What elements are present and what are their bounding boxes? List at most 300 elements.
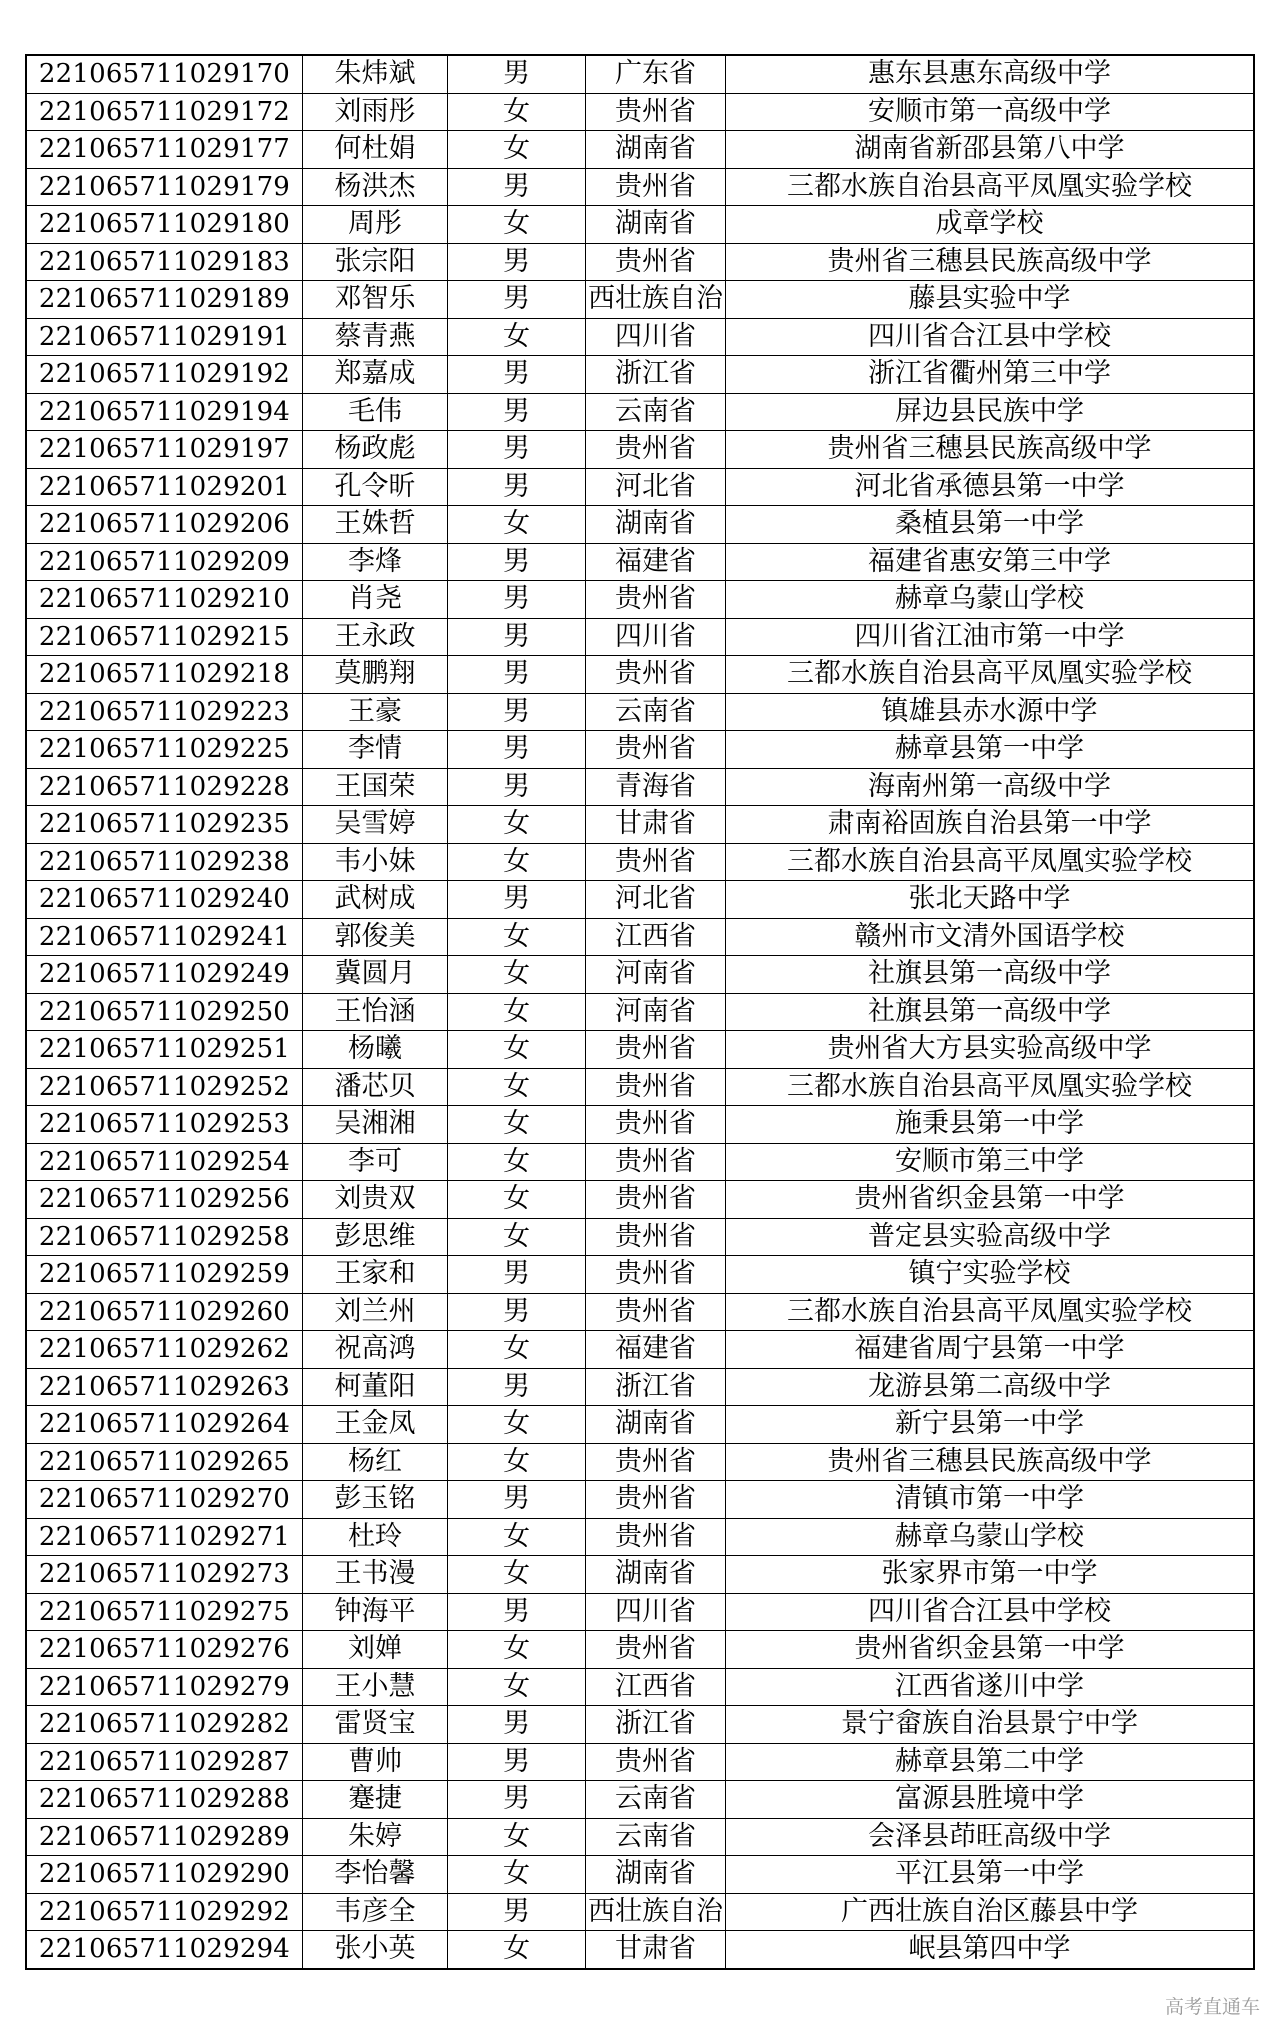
student-name-cell: 王永政 [303, 618, 448, 656]
table-row [26, 1556, 1254, 1594]
province-cell: 贵州省 [586, 843, 726, 881]
province-cell: 江西省 [586, 918, 726, 956]
gender-cell: 男 [448, 393, 586, 431]
gender-cell: 女 [448, 1668, 586, 1706]
watermark-text: 高考直通车 [1164, 1996, 1260, 2018]
school-cell: 贵州省三穗县民族高级中学 [726, 1443, 1255, 1481]
province-cell: 河南省 [586, 956, 726, 994]
gender-cell: 男 [448, 1706, 586, 1744]
student-name-cell: 张小英 [303, 1931, 448, 1969]
school-cell: 海南州第一高级中学 [726, 768, 1255, 806]
gender-cell: 女 [448, 1031, 586, 1069]
candidate-id-cell: 221065711029292 [26, 1893, 303, 1931]
gender-cell: 男 [448, 1368, 586, 1406]
student-name-cell: 李怡馨 [303, 1856, 448, 1894]
province-cell: 湖南省 [586, 1856, 726, 1894]
province-cell: 四川省 [586, 618, 726, 656]
table-row [26, 1781, 1254, 1819]
province-cell: 湖南省 [586, 1556, 726, 1594]
candidate-id-cell: 221065711029270 [26, 1481, 303, 1519]
student-name-cell: 邓智乐 [303, 281, 448, 319]
school-cell: 肃南裕固族自治县第一中学 [726, 806, 1255, 844]
student-name-cell: 王小慧 [303, 1668, 448, 1706]
table-row [26, 1068, 1254, 1106]
school-cell: 会泽县茚旺高级中学 [726, 1818, 1255, 1856]
student-name-cell: 杨红 [303, 1443, 448, 1481]
table-row [26, 1406, 1254, 1444]
province-cell: 贵州省 [586, 1443, 726, 1481]
school-cell: 富源县胜境中学 [726, 1781, 1255, 1819]
table-row [26, 243, 1254, 281]
candidate-id-cell: 221065711029259 [26, 1256, 303, 1294]
table-row [26, 806, 1254, 844]
table-row [26, 318, 1254, 356]
school-cell: 镇宁实验学校 [726, 1256, 1255, 1294]
school-cell: 张北天路中学 [726, 881, 1255, 919]
candidate-id-cell: 221065711029172 [26, 93, 303, 131]
province-cell: 西壮族自治 [586, 1893, 726, 1931]
gender-cell: 男 [448, 618, 586, 656]
gender-cell: 女 [448, 1068, 586, 1106]
province-cell: 湖南省 [586, 131, 726, 169]
gender-cell: 男 [448, 1256, 586, 1294]
student-name-cell: 杜玲 [303, 1518, 448, 1556]
table-row [26, 1256, 1254, 1294]
student-name-cell: 吴雪婷 [303, 806, 448, 844]
province-cell: 贵州省 [586, 656, 726, 694]
school-cell: 贵州省织金县第一中学 [726, 1631, 1255, 1669]
province-cell: 贵州省 [586, 1256, 726, 1294]
candidate-id-cell: 221065711029189 [26, 281, 303, 319]
school-cell: 四川省合江县中学校 [726, 1593, 1255, 1631]
gender-cell: 男 [448, 693, 586, 731]
table-row [26, 1818, 1254, 1856]
school-cell: 四川省合江县中学校 [726, 318, 1255, 356]
province-cell: 贵州省 [586, 1068, 726, 1106]
student-name-cell: 曹帅 [303, 1743, 448, 1781]
student-name-cell: 李情 [303, 731, 448, 769]
gender-cell: 男 [448, 356, 586, 394]
student-name-cell: 刘兰州 [303, 1293, 448, 1331]
student-name-cell: 孔令昕 [303, 468, 448, 506]
candidate-id-cell: 221065711029252 [26, 1068, 303, 1106]
gender-cell: 男 [448, 1743, 586, 1781]
gender-cell: 男 [448, 468, 586, 506]
table-row [26, 1856, 1254, 1894]
school-cell: 施秉县第一中学 [726, 1106, 1255, 1144]
table-row [26, 1593, 1254, 1631]
province-cell: 福建省 [586, 543, 726, 581]
school-cell: 平江县第一中学 [726, 1856, 1255, 1894]
school-cell: 景宁畲族自治县景宁中学 [726, 1706, 1255, 1744]
province-cell: 贵州省 [586, 1743, 726, 1781]
table-row [26, 656, 1254, 694]
table-row [26, 1631, 1254, 1669]
gender-cell: 女 [448, 206, 586, 244]
province-cell: 江西省 [586, 1668, 726, 1706]
gender-cell: 女 [448, 1443, 586, 1481]
table-row [26, 1893, 1254, 1931]
province-cell: 河北省 [586, 468, 726, 506]
candidate-id-cell: 221065711029225 [26, 731, 303, 769]
candidate-id-cell: 221065711029276 [26, 1631, 303, 1669]
candidate-id-cell: 221065711029263 [26, 1368, 303, 1406]
candidate-id-cell: 221065711029265 [26, 1443, 303, 1481]
school-cell: 赣州市文清外国语学校 [726, 918, 1255, 956]
school-cell: 新宁县第一中学 [726, 1406, 1255, 1444]
student-name-cell: 雷贤宝 [303, 1706, 448, 1744]
student-name-cell: 张宗阳 [303, 243, 448, 281]
student-name-cell: 周彤 [303, 206, 448, 244]
table-row [26, 1368, 1254, 1406]
candidate-id-cell: 221065711029215 [26, 618, 303, 656]
table-row [26, 281, 1254, 319]
gender-cell: 男 [448, 1481, 586, 1519]
gender-cell: 女 [448, 1518, 586, 1556]
gender-cell: 男 [448, 243, 586, 281]
province-cell: 湖南省 [586, 506, 726, 544]
student-name-cell: 王怡涵 [303, 993, 448, 1031]
student-name-cell: 韦彦全 [303, 1893, 448, 1931]
table-row [26, 918, 1254, 956]
student-name-cell: 潘芯贝 [303, 1068, 448, 1106]
student-name-cell: 王姝哲 [303, 506, 448, 544]
table-row [26, 1443, 1254, 1481]
candidate-id-cell: 221065711029279 [26, 1668, 303, 1706]
school-cell: 赫章乌蒙山学校 [726, 1518, 1255, 1556]
student-name-cell: 李烽 [303, 543, 448, 581]
gender-cell: 男 [448, 1593, 586, 1631]
candidate-id-cell: 221065711029192 [26, 356, 303, 394]
student-name-cell: 何杜娟 [303, 131, 448, 169]
school-cell: 龙游县第二高级中学 [726, 1368, 1255, 1406]
table-row [26, 1518, 1254, 1556]
candidate-id-cell: 221065711029201 [26, 468, 303, 506]
student-name-cell: 刘贵双 [303, 1181, 448, 1219]
student-name-cell: 吴湘湘 [303, 1106, 448, 1144]
gender-cell: 男 [448, 656, 586, 694]
province-cell: 贵州省 [586, 431, 726, 469]
table-row [26, 1331, 1254, 1369]
candidate-id-cell: 221065711029253 [26, 1106, 303, 1144]
table-row [26, 55, 1254, 93]
school-cell: 社旗县第一高级中学 [726, 956, 1255, 994]
student-name-cell: 柯董阳 [303, 1368, 448, 1406]
student-name-cell: 武树成 [303, 881, 448, 919]
candidate-id-cell: 221065711029250 [26, 993, 303, 1031]
candidate-id-cell: 221065711029290 [26, 1856, 303, 1894]
student-name-cell: 杨洪杰 [303, 168, 448, 206]
gender-cell: 女 [448, 806, 586, 844]
school-cell: 普定县实验高级中学 [726, 1218, 1255, 1256]
table-row [26, 956, 1254, 994]
gender-cell: 女 [448, 1818, 586, 1856]
school-cell: 贵州省三穗县民族高级中学 [726, 243, 1255, 281]
province-cell: 广东省 [586, 55, 726, 93]
admission-list-table [25, 54, 1255, 1970]
candidate-id-cell: 221065711029275 [26, 1593, 303, 1631]
candidate-id-cell: 221065711029180 [26, 206, 303, 244]
table-row [26, 1931, 1254, 1969]
school-cell: 三都水族自治县高平凤凰实验学校 [726, 843, 1255, 881]
student-name-cell: 王书漫 [303, 1556, 448, 1594]
student-name-cell: 王家和 [303, 1256, 448, 1294]
table-row [26, 168, 1254, 206]
school-cell: 惠东县惠东高级中学 [726, 55, 1255, 93]
table-row [26, 993, 1254, 1031]
candidate-id-cell: 221065711029194 [26, 393, 303, 431]
candidate-id-cell: 221065711029249 [26, 956, 303, 994]
candidate-id-cell: 221065711029294 [26, 1931, 303, 1969]
province-cell: 贵州省 [586, 1143, 726, 1181]
candidate-id-cell: 221065711029262 [26, 1331, 303, 1369]
gender-cell: 女 [448, 1856, 586, 1894]
student-name-cell: 朱婷 [303, 1818, 448, 1856]
student-name-cell: 钟海平 [303, 1593, 448, 1631]
student-name-cell: 韦小妹 [303, 843, 448, 881]
student-name-cell: 肖尧 [303, 581, 448, 619]
school-cell: 贵州省三穗县民族高级中学 [726, 431, 1255, 469]
student-name-cell: 王金凤 [303, 1406, 448, 1444]
gender-cell: 女 [448, 1218, 586, 1256]
gender-cell: 女 [448, 1106, 586, 1144]
gender-cell: 男 [448, 55, 586, 93]
candidate-id-cell: 221065711029177 [26, 131, 303, 169]
province-cell: 浙江省 [586, 356, 726, 394]
school-cell: 福建省惠安第三中学 [726, 543, 1255, 581]
school-cell: 河北省承德县第一中学 [726, 468, 1255, 506]
student-name-cell: 王豪 [303, 693, 448, 731]
candidate-id-cell: 221065711029288 [26, 1781, 303, 1819]
gender-cell: 女 [448, 93, 586, 131]
candidate-id-cell: 221065711029287 [26, 1743, 303, 1781]
gender-cell: 男 [448, 881, 586, 919]
province-cell: 贵州省 [586, 1631, 726, 1669]
table-row [26, 693, 1254, 731]
school-cell: 岷县第四中学 [726, 1931, 1255, 1969]
school-cell: 赫章县第一中学 [726, 731, 1255, 769]
gender-cell: 女 [448, 506, 586, 544]
province-cell: 河南省 [586, 993, 726, 1031]
school-cell: 三都水族自治县高平凤凰实验学校 [726, 1068, 1255, 1106]
province-cell: 甘肃省 [586, 1931, 726, 1969]
province-cell: 四川省 [586, 1593, 726, 1631]
gender-cell: 男 [448, 731, 586, 769]
school-cell: 湖南省新邵县第八中学 [726, 131, 1255, 169]
candidate-id-cell: 221065711029260 [26, 1293, 303, 1331]
school-cell: 社旗县第一高级中学 [726, 993, 1255, 1031]
gender-cell: 男 [448, 768, 586, 806]
student-name-cell: 毛伟 [303, 393, 448, 431]
province-cell: 贵州省 [586, 1031, 726, 1069]
school-cell: 广西壮族自治区藤县中学 [726, 1893, 1255, 1931]
school-cell: 四川省江油市第一中学 [726, 618, 1255, 656]
school-cell: 贵州省织金县第一中学 [726, 1181, 1255, 1219]
province-cell: 湖南省 [586, 206, 726, 244]
table-row [26, 1706, 1254, 1744]
school-cell: 屏边县民族中学 [726, 393, 1255, 431]
gender-cell: 女 [448, 1931, 586, 1969]
province-cell: 云南省 [586, 1781, 726, 1819]
province-cell: 四川省 [586, 318, 726, 356]
school-cell: 张家界市第一中学 [726, 1556, 1255, 1594]
candidate-id-cell: 221065711029209 [26, 543, 303, 581]
candidate-id-cell: 221065711029254 [26, 1143, 303, 1181]
school-cell: 浙江省衢州第三中学 [726, 356, 1255, 394]
student-name-cell: 冀圆月 [303, 956, 448, 994]
candidate-id-cell: 221065711029241 [26, 918, 303, 956]
school-cell: 藤县实验中学 [726, 281, 1255, 319]
province-cell: 贵州省 [586, 1293, 726, 1331]
candidate-id-cell: 221065711029179 [26, 168, 303, 206]
province-cell: 贵州省 [586, 1218, 726, 1256]
province-cell: 贵州省 [586, 168, 726, 206]
province-cell: 浙江省 [586, 1706, 726, 1744]
student-name-cell: 郭俊美 [303, 918, 448, 956]
province-cell: 贵州省 [586, 243, 726, 281]
candidate-id-cell: 221065711029197 [26, 431, 303, 469]
gender-cell: 女 [448, 1631, 586, 1669]
school-cell: 江西省遂川中学 [726, 1668, 1255, 1706]
province-cell: 云南省 [586, 1818, 726, 1856]
gender-cell: 男 [448, 1893, 586, 1931]
table-row [26, 1143, 1254, 1181]
gender-cell: 女 [448, 1406, 586, 1444]
table-row [26, 1106, 1254, 1144]
student-name-cell: 刘婵 [303, 1631, 448, 1669]
gender-cell: 男 [448, 168, 586, 206]
candidate-id-cell: 221065711029271 [26, 1518, 303, 1556]
gender-cell: 女 [448, 918, 586, 956]
gender-cell: 男 [448, 1781, 586, 1819]
school-cell: 三都水族自治县高平凤凰实验学校 [726, 168, 1255, 206]
school-cell: 福建省周宁县第一中学 [726, 1331, 1255, 1369]
table-body [26, 55, 1254, 1969]
table-row [26, 768, 1254, 806]
province-cell: 甘肃省 [586, 806, 726, 844]
table-row [26, 1031, 1254, 1069]
school-cell: 三都水族自治县高平凤凰实验学校 [726, 1293, 1255, 1331]
table-row [26, 468, 1254, 506]
table-row [26, 581, 1254, 619]
gender-cell: 女 [448, 1181, 586, 1219]
province-cell: 贵州省 [586, 1481, 726, 1519]
province-cell: 贵州省 [586, 731, 726, 769]
gender-cell: 男 [448, 431, 586, 469]
student-name-cell: 李可 [303, 1143, 448, 1181]
table-row [26, 431, 1254, 469]
province-cell: 云南省 [586, 393, 726, 431]
province-cell: 青海省 [586, 768, 726, 806]
gender-cell: 男 [448, 543, 586, 581]
gender-cell: 女 [448, 318, 586, 356]
table-row [26, 356, 1254, 394]
province-cell: 贵州省 [586, 581, 726, 619]
gender-cell: 男 [448, 281, 586, 319]
table-row [26, 543, 1254, 581]
school-cell: 赫章县第二中学 [726, 1743, 1255, 1781]
student-name-cell: 杨曦 [303, 1031, 448, 1069]
student-name-cell: 彭玉铭 [303, 1481, 448, 1519]
student-name-cell: 郑嘉成 [303, 356, 448, 394]
student-name-cell: 杨政彪 [303, 431, 448, 469]
gender-cell: 男 [448, 581, 586, 619]
candidate-id-cell: 221065711029183 [26, 243, 303, 281]
province-cell: 云南省 [586, 693, 726, 731]
candidate-id-cell: 221065711029251 [26, 1031, 303, 1069]
candidate-id-cell: 221065711029223 [26, 693, 303, 731]
table-row [26, 93, 1254, 131]
candidate-id-cell: 221065711029238 [26, 843, 303, 881]
province-cell: 河北省 [586, 881, 726, 919]
school-cell: 贵州省大方县实验高级中学 [726, 1031, 1255, 1069]
school-cell: 清镇市第一中学 [726, 1481, 1255, 1519]
student-name-cell: 刘雨彤 [303, 93, 448, 131]
student-name-cell: 蔡青燕 [303, 318, 448, 356]
table-row [26, 131, 1254, 169]
candidate-id-cell: 221065711029256 [26, 1181, 303, 1219]
candidate-id-cell: 221065711029289 [26, 1818, 303, 1856]
table-row [26, 506, 1254, 544]
school-cell: 安顺市第三中学 [726, 1143, 1255, 1181]
gender-cell: 男 [448, 1293, 586, 1331]
province-cell: 贵州省 [586, 1106, 726, 1144]
student-name-cell: 蹇捷 [303, 1781, 448, 1819]
school-cell: 三都水族自治县高平凤凰实验学校 [726, 656, 1255, 694]
table-row [26, 1218, 1254, 1256]
candidate-id-cell: 221065711029228 [26, 768, 303, 806]
table-row [26, 731, 1254, 769]
candidate-id-cell: 221065711029258 [26, 1218, 303, 1256]
student-name-cell: 彭思维 [303, 1218, 448, 1256]
table-row [26, 393, 1254, 431]
candidate-id-cell: 221065711029282 [26, 1706, 303, 1744]
student-name-cell: 祝高鸿 [303, 1331, 448, 1369]
table-row [26, 1668, 1254, 1706]
table-row [26, 1293, 1254, 1331]
gender-cell: 女 [448, 1331, 586, 1369]
table-row [26, 843, 1254, 881]
gender-cell: 女 [448, 131, 586, 169]
province-cell: 贵州省 [586, 1518, 726, 1556]
gender-cell: 女 [448, 843, 586, 881]
candidate-id-cell: 221065711029235 [26, 806, 303, 844]
school-cell: 安顺市第一高级中学 [726, 93, 1255, 131]
student-name-cell: 朱炜斌 [303, 55, 448, 93]
school-cell: 成章学校 [726, 206, 1255, 244]
table-row [26, 881, 1254, 919]
student-name-cell: 王国荣 [303, 768, 448, 806]
province-cell: 贵州省 [586, 1181, 726, 1219]
candidate-id-cell: 221065711029210 [26, 581, 303, 619]
province-cell: 浙江省 [586, 1368, 726, 1406]
gender-cell: 女 [448, 1556, 586, 1594]
gender-cell: 女 [448, 993, 586, 1031]
candidate-id-cell: 221065711029170 [26, 55, 303, 93]
gender-cell: 女 [448, 956, 586, 994]
candidate-id-cell: 221065711029240 [26, 881, 303, 919]
province-cell: 贵州省 [586, 93, 726, 131]
student-name-cell: 莫鹏翔 [303, 656, 448, 694]
gender-cell: 女 [448, 1143, 586, 1181]
table-row [26, 1743, 1254, 1781]
table-row [26, 1181, 1254, 1219]
table-row [26, 618, 1254, 656]
province-cell: 湖南省 [586, 1406, 726, 1444]
province-cell: 福建省 [586, 1331, 726, 1369]
candidate-id-cell: 221065711029264 [26, 1406, 303, 1444]
school-cell: 镇雄县赤水源中学 [726, 693, 1255, 731]
